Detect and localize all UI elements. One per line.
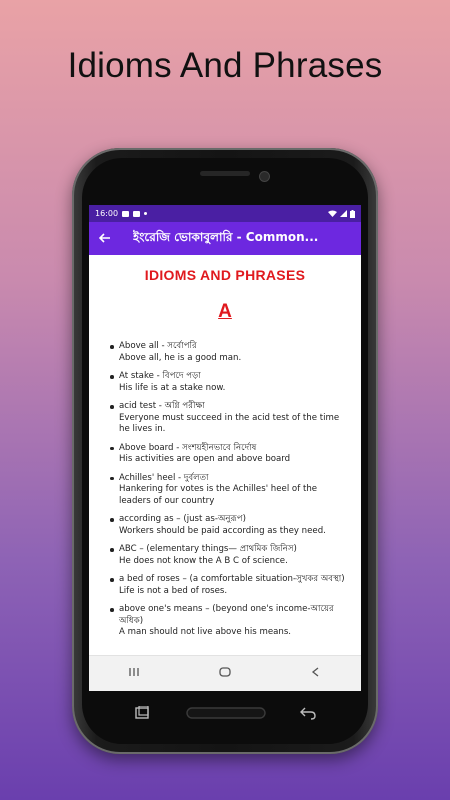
promo-headline: Idioms And Phrases	[67, 46, 383, 85]
idiom-example: A man should not live above his means.	[119, 627, 292, 637]
list-item	[119, 514, 351, 537]
wifi-icon	[328, 210, 337, 217]
list-item	[119, 443, 351, 466]
idiom-term: Above all - সর্বোপরি	[119, 341, 197, 351]
idiom-example: Workers should be paid according as they need.	[119, 525, 326, 536]
battery-icon	[350, 210, 355, 218]
idiom-example: Above all, he is a good man.	[119, 352, 242, 363]
list-item	[119, 473, 351, 508]
idiom-term: Achilles' heel - দুর্বলতা	[119, 472, 209, 483]
idiom-term: ABC – (elementary things— প্রাথমিক জিনিস)	[119, 544, 297, 554]
recents-icon[interactable]	[114, 666, 154, 681]
home-icon[interactable]	[205, 666, 245, 681]
page-title: IDIOMS AND PHRASES	[144, 267, 306, 283]
idiom-list	[99, 341, 351, 639]
status-time: 16:00	[95, 209, 119, 218]
signal-icon	[340, 210, 347, 217]
idiom-example: He does not know the A B C of science.	[119, 555, 288, 566]
idiom-example: Life is not a bed of roses.	[119, 585, 228, 596]
list-item	[119, 371, 351, 394]
list-item	[119, 604, 351, 639]
idiom-term: a bed of roses – (a comfortable situation-সুখকর অবস্থা)	[119, 574, 345, 584]
idiom-term: Above board - সংশয়হীনভাবে নির্দোষ	[119, 442, 257, 453]
section-letter: A	[218, 301, 232, 322]
arrow-left-icon[interactable]	[99, 231, 119, 247]
app-screen	[89, 205, 361, 691]
system-nav-bar	[89, 655, 361, 691]
idiom-example: His life is at a stake now.	[119, 382, 226, 393]
list-item	[119, 401, 351, 436]
app-bar-title: ইংরেজি ভোকাবুলারি - Common...	[133, 229, 319, 244]
idiom-term: At stake - বিপদে পড়া	[119, 371, 201, 381]
idiom-example: Everyone must succeed in the acid test of the time he lives in.	[119, 412, 340, 434]
list-item	[119, 574, 351, 597]
hardware-home-button[interactable]	[186, 707, 266, 722]
hardware-back-icon[interactable]	[300, 706, 316, 723]
phone-speaker	[200, 171, 250, 176]
status-bar	[89, 205, 361, 222]
message-icon	[122, 211, 129, 217]
list-item	[119, 341, 351, 364]
idiom-example: His activities are open and above board	[119, 454, 291, 464]
dot-icon	[144, 212, 147, 215]
hardware-recents-icon[interactable]	[134, 706, 150, 723]
back-chevron-icon[interactable]	[296, 666, 336, 681]
idiom-term: according as – (just as-অনুরূপ)	[119, 514, 246, 524]
phone-camera	[260, 172, 269, 181]
image-icon	[133, 211, 140, 217]
list-item	[119, 544, 351, 567]
app-bar	[89, 222, 361, 255]
idiom-term: acid test - অগ্নি পরীক্ষা	[119, 401, 205, 411]
content-scroll[interactable]	[89, 255, 361, 656]
idiom-term: above one's means – (beyond one's income-আয়ের অধিক)	[119, 604, 334, 626]
idiom-example: Hankering for votes is the Achilles' heel of the leaders of our country	[119, 484, 318, 506]
